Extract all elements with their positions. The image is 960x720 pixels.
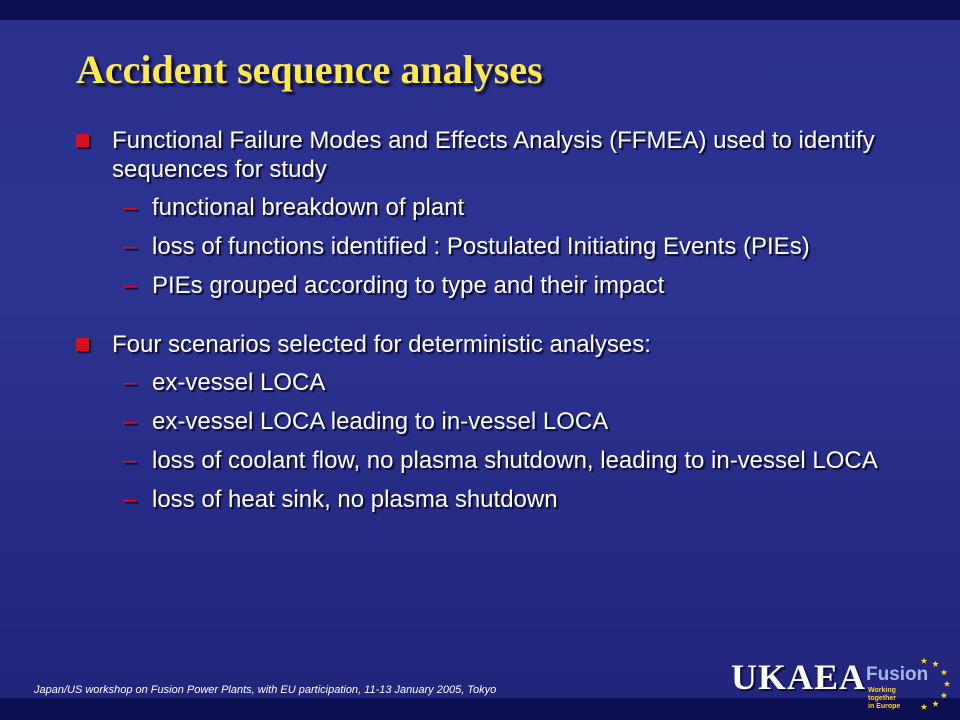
bullet-square-icon bbox=[76, 134, 89, 147]
star-icon bbox=[921, 658, 927, 664]
bullet-item bbox=[76, 330, 906, 359]
sub-item bbox=[76, 485, 906, 514]
dash-icon: – bbox=[123, 272, 137, 299]
sub-item bbox=[76, 193, 906, 222]
sub-list bbox=[76, 193, 906, 300]
sub-item-text: ex-vessel LOCA leading to in-vessel LOCA bbox=[152, 408, 609, 435]
fusion-wordmark: Fusion bbox=[866, 664, 929, 685]
star-icon bbox=[921, 704, 927, 710]
star-icon bbox=[932, 701, 938, 707]
slide-title: Accident sequence analyses bbox=[76, 47, 543, 92]
sub-item bbox=[76, 368, 906, 397]
fusion-tagline: together bbox=[868, 695, 896, 702]
star-icon bbox=[941, 692, 947, 698]
sub-item-text: loss of functions identified : Postulated Initiating Events (PIEs) bbox=[152, 233, 810, 260]
dash-icon: – bbox=[123, 194, 137, 221]
sub-item bbox=[76, 407, 906, 436]
sub-item-text: PIEs grouped according to type and their impact bbox=[152, 272, 665, 299]
sub-item-text: functional breakdown of plant bbox=[152, 194, 465, 221]
sub-item bbox=[76, 232, 906, 261]
sub-item bbox=[76, 271, 906, 300]
sub-item-text: loss of coolant flow, no plasma shutdown, leading to in-vessel LOCA bbox=[152, 447, 878, 474]
slide-content bbox=[76, 126, 906, 524]
footer-text: Japan/US workshop on Fusion Power Plants, with EU participation, 11-13 January 2005, Tokyo bbox=[34, 684, 497, 696]
bottom-band bbox=[0, 698, 960, 720]
bullet-square-icon bbox=[76, 338, 89, 351]
dash-icon: – bbox=[123, 233, 137, 260]
fusion-logo bbox=[866, 656, 954, 712]
top-band bbox=[0, 0, 960, 20]
star-icon bbox=[941, 669, 947, 675]
bullet-text: Four scenarios selected for deterministic analyses: bbox=[112, 331, 651, 358]
sub-item-text: ex-vessel LOCA bbox=[152, 369, 326, 396]
ukaea-logo: UKAEA bbox=[731, 657, 867, 697]
dash-icon: – bbox=[123, 408, 137, 435]
dash-icon: – bbox=[123, 369, 137, 396]
bullet-text: Functional Failure Modes and Effects Analysis (FFMEA) used to identify sequences for study bbox=[112, 127, 875, 183]
bullet-item bbox=[76, 126, 906, 184]
sub-item-text: loss of heat sink, no plasma shutdown bbox=[152, 486, 558, 513]
dash-icon: – bbox=[123, 486, 137, 513]
star-icon bbox=[932, 661, 938, 667]
fusion-tagline: Working bbox=[868, 687, 896, 694]
star-icon bbox=[944, 681, 950, 687]
sub-list bbox=[76, 368, 906, 514]
fusion-tagline: in Europe bbox=[868, 703, 901, 710]
sub-item bbox=[76, 446, 906, 475]
dash-icon: – bbox=[123, 447, 137, 474]
